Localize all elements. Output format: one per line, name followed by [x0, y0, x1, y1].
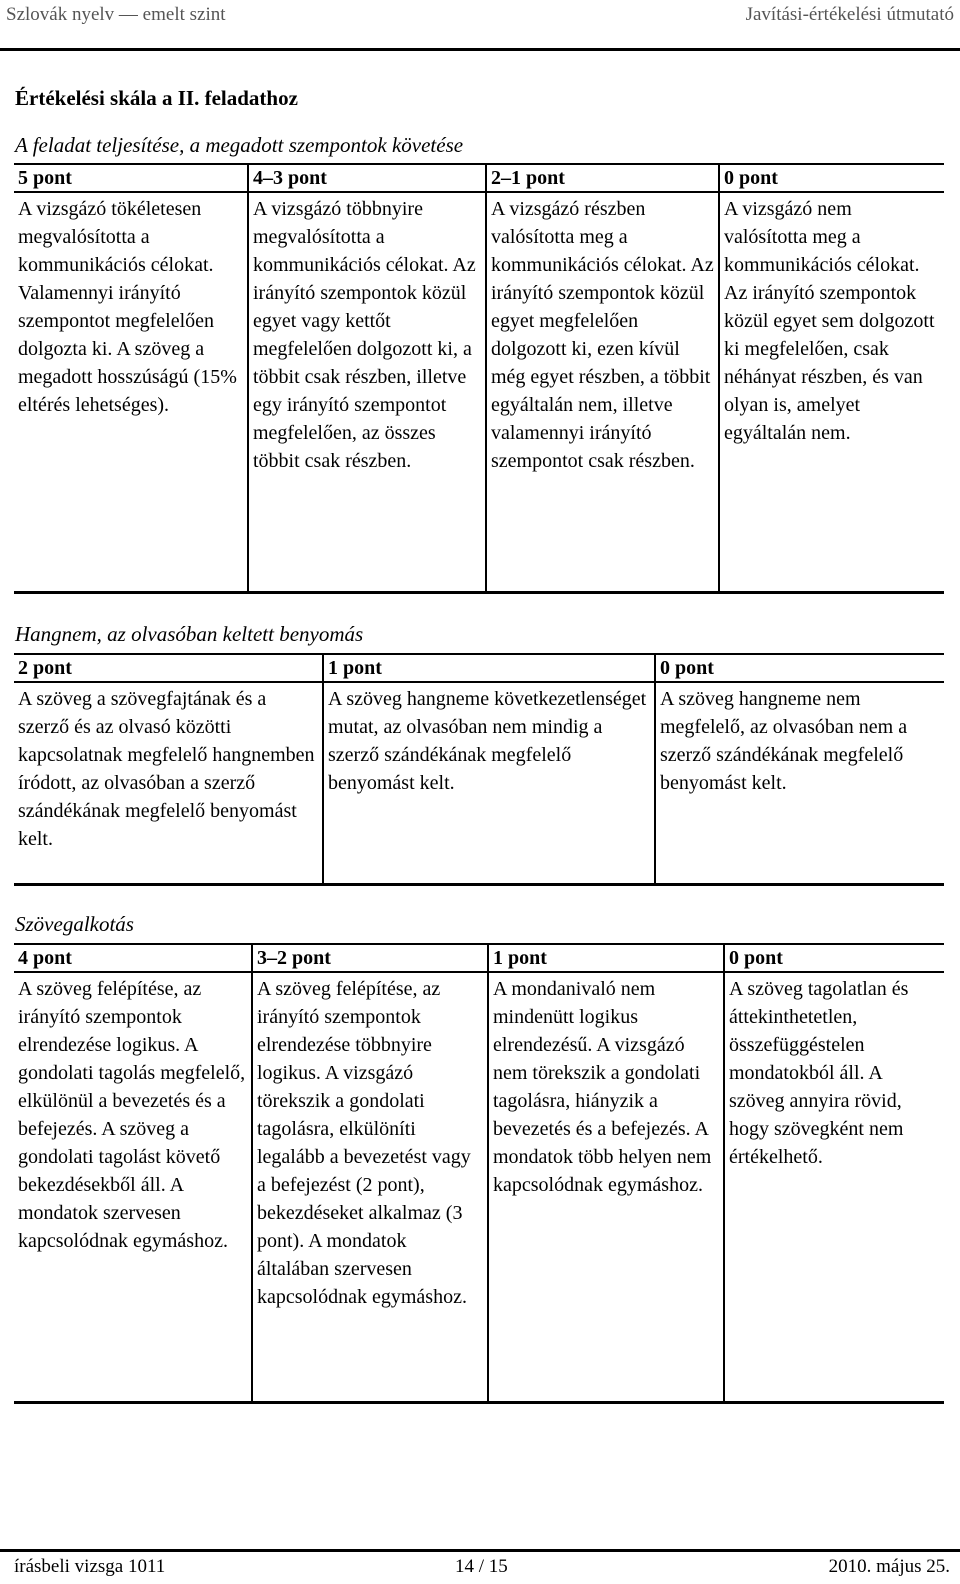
rubric-header-row — [14, 944, 944, 972]
rubric-cell: A szöveg felépítése, az irányító szempontok elrendezése többnyire logikus. A vizsgázó törekszik a gondolati tagolásra, elkülöníti legalább a bevezetést vagy a befejezést (2 pont), bekezdéseket alkalmaz (3 pont). A mondatok általában szervesen kapcsolódnak egymáshoz. — [252, 972, 488, 1403]
header-doc-type: Javítási-értékelési útmutató — [745, 4, 954, 25]
page-header — [0, 0, 960, 51]
rubric-cell: A szöveg felépítése, az irányító szempontok elrendezése logikus. A gondolati tagolás megfelelő, elkülönül a bevezetés és a befejezés. A szöveg a gondolati tagolást követő bekezdésekből áll. A mondatok szervesen kapcsolódnak egymáshoz. — [14, 972, 252, 1403]
rubric-cell: A szöveg hangneme következetlenséget mutat, az olvasóban nem mindig a szerző szándékának megfelelő benyomást kelt. — [323, 682, 655, 885]
column-header: 1 pont — [488, 944, 724, 972]
rubric-cell: A szöveg a szövegfajtának és a szerző és az olvasó közötti kapcsolatnak megfelelő hangnemben íródott, az olvasóban a szerző szándékának megfelelő benyomást kelt. — [14, 682, 323, 885]
rubric-cell: A vizsgázó többnyire megvalósította a kommunikációs célokat. Az irányító szempontok közül egyet vagy kettőt megfelelően dolgozott ki, a többit csak részben, illetve egy irányító szempontot megfelelően, az összes többit csak részben. — [248, 192, 486, 593]
rubric-table-composition — [14, 943, 944, 1404]
column-header: 2 pont — [14, 654, 323, 682]
header-subject: Szlovák nyelv — emelt szint — [6, 4, 226, 25]
rubric-table-task — [14, 163, 944, 594]
rubric-cell: A mondanivaló nem mindenütt logikus elrendezésű. A vizsgázó nem törekszik a gondolati tagolásra, hiányzik a bevezetés és a befejezés. A mondatok több helyen nem kapcsolódnak egymáshoz. — [488, 972, 724, 1403]
footer-exam-code: írásbeli vizsga 1011 — [14, 1556, 166, 1577]
footer-page-number: 14 / 15 — [455, 1556, 508, 1577]
column-header: 3–2 pont — [252, 944, 488, 972]
rubric-row — [14, 192, 944, 593]
page-heading: Értékelési skála a II. feladathoz — [15, 86, 298, 110]
footer-date: 2010. május 25. — [828, 1556, 950, 1577]
rubric-header-row — [14, 164, 944, 192]
rubric-table-tone — [14, 653, 944, 886]
column-header: 4 pont — [14, 944, 252, 972]
column-header: 0 pont — [719, 164, 944, 192]
column-header: 0 pont — [724, 944, 944, 972]
rubric-cell: A vizsgázó részben valósította meg a kommunikációs célokat. Az irányító szempontok közül egyet megfelelően dolgozott ki, ezen kívül még egyet részben, a többit egyáltalán nem, illetve valamennyi irányító szempontot csak részben. — [486, 192, 719, 593]
column-header: 0 pont — [655, 654, 944, 682]
section-title-composition: Szövegalkotás — [15, 912, 134, 936]
column-header: 5 pont — [14, 164, 248, 192]
rubric-header-row — [14, 654, 944, 682]
rubric-row — [14, 972, 944, 1403]
rubric-cell: A vizsgázó nem valósította meg a kommunikációs célokat. Az irányító szempontok közül egyet sem dolgozott ki megfelelően, csak néhányat részben, és van olyan is, amelyet egyáltalán nem. — [719, 192, 944, 593]
section-title-task: A feladat teljesítése, a megadott szempontok követése — [15, 133, 464, 157]
column-header: 4–3 pont — [248, 164, 486, 192]
page-footer — [0, 1549, 960, 1584]
rubric-cell: A szöveg hangneme nem megfelelő, az olvasóban nem a szerző szándékának megfelelő benyomást kelt. — [655, 682, 944, 885]
rubric-cell: A vizsgázó tökéletesen megvalósította a kommunikációs célokat. Valamennyi irányító szempontot megfelelően dolgozta ki. A szöveg a megadott hosszúságú (15% eltérés lehetséges). — [14, 192, 248, 593]
section-title-tone: Hangnem, az olvasóban keltett benyomás — [15, 622, 364, 646]
rubric-row — [14, 682, 944, 885]
column-header: 2–1 pont — [486, 164, 719, 192]
column-header: 1 pont — [323, 654, 655, 682]
rubric-cell: A szöveg tagolatlan és áttekinthetetlen, összefüggéstelen mondatokból áll. A szöveg annyira rövid, hogy szövegként nem értékelhető. — [724, 972, 944, 1403]
